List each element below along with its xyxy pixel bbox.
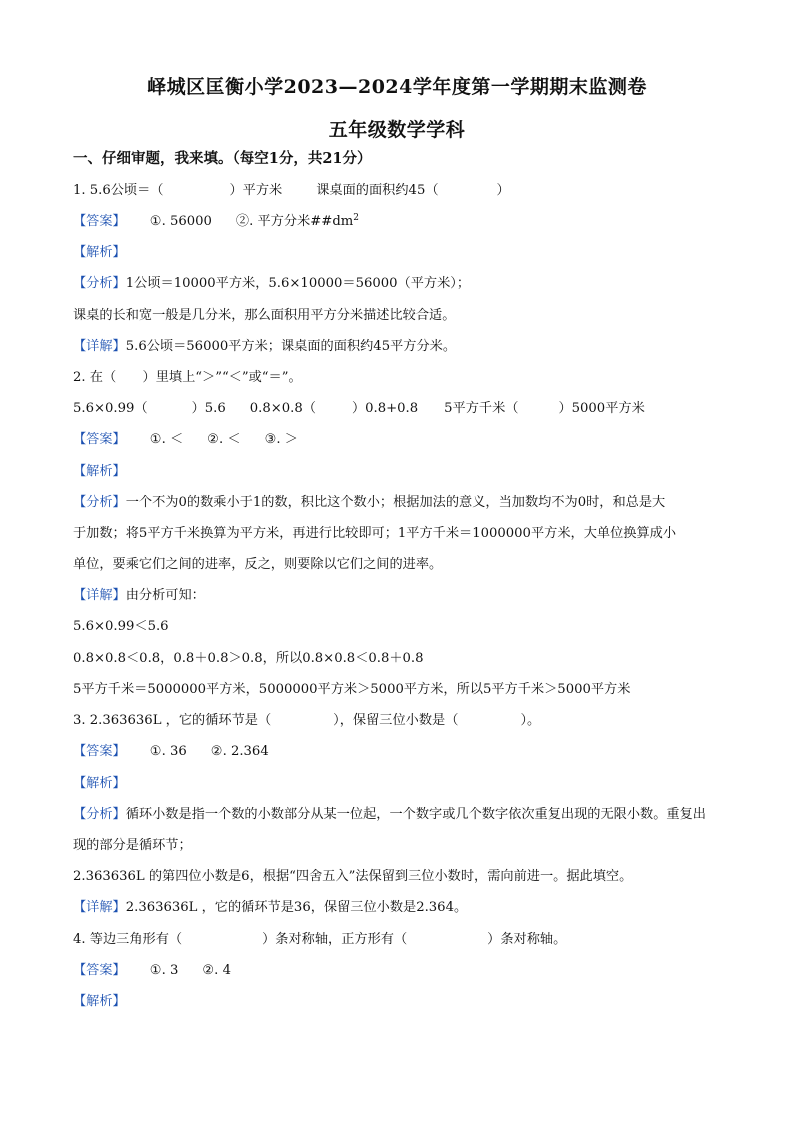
answer-label: 【答案】 [73,214,126,229]
question-1 [73,182,510,200]
q1-text-c: 课桌面的面积约45（ [316,183,439,198]
q2-answer-1: ①. ＜ [149,432,184,447]
q4-answer: 【答案】 ①. 3 ②. 4 [73,963,231,978]
q1-xiangjie: 【详解】5.6公顷＝56000平方米；课桌面的面积约45平方分米。 [73,339,457,354]
q1-text-d: ） [496,183,510,198]
q2-detail-1: 5.6×0.99＜5.6 [73,619,169,634]
q3-fenxi-3: 2.363636L 的第四位小数是6，根据“四舍五入”法保留到三位小数时，需向前进一。据此填空。 [73,869,633,884]
q2-xiangjie: 【详解】由分析可知： [73,588,205,603]
q1-answer-2: ②. 平方分米$\#\#dm^2$ [235,213,360,229]
q2-answer: 【答案】 ①. ＜ ②. ＜ ③. ＞ [73,432,298,447]
q1-fenxi-2: 课桌的长和宽一般是几分米，那么面积用平方分米描述比较合适。 [73,308,456,323]
q1-answer-1: ①. 56000 [149,214,212,229]
q3-answer-2: ②. 2.364 [210,744,269,759]
question-3: 3. 2.363636L ，它的循环节是（ ），保留三位小数是（ ）。 [73,713,541,728]
q2-fenxi-1: 【分析】一个不为0的数乘小于1的数，积比这个数小；根据加法的意义，当加数均不为0时，和总是大 [73,495,666,510]
q1-fenxi: 【分析】1公顷＝10000平方米，5.6×10000＝56000（平方米）； [73,276,471,291]
q2-detail-3: 5平方千米＝5000000平方米，5000000平方米＞5000平方米，所以5平方千米＞5000平方米 [73,682,631,697]
q3-answer-1: ①. 36 [149,744,187,759]
q4-analysis-label: 【解析】 [73,994,126,1009]
q2-fenxi-3: 单位，要乘它们之间的进率，反之，则要除以它们之间的进率。 [73,557,443,572]
q2-detail-2: 0.8×0.8＜0.8，0.8＋0.8＞0.8，所以0.8×0.8＜0.8＋0.8 [73,651,424,666]
q2-expressions: 5.6×0.99（ ）5.6 0.8×0.8（ ）0.8+0.8 5平方千米（ ）5000平方米 [73,401,645,416]
exam-title: 峄城区匡衡小学2023—2024学年度第一学期期末监测卷 [147,76,647,98]
q1-analysis-label: 【解析】 [73,245,126,260]
section-heading: 一、仔细审题，我来填。（每空1分，共21分） [73,150,372,167]
q3-fenxi-1: 【分析】循环小数是指一个数的小数部分从某一位起，一个数字或几个数字依次重复出现的无限小数。重复出 [73,807,706,822]
q4-answer-1: ①. 3 [149,963,179,978]
q2-fenxi-2: 于加数；将5平方千米换算为平方米，再进行比较即可；1平方千米＝1000000平方米，大单位换算成小 [73,526,677,541]
question-2: 2. 在（ ）里填上“＞”“＜”或“＝”。 [73,370,302,385]
q3-analysis-label: 【解析】 [73,776,126,791]
q2-answer-3: ③. ＞ [264,432,298,447]
q1-text-b: ）平方米 [229,183,283,198]
q2-answer-2: ②. ＜ [207,432,241,447]
q4-answer-2: ②. 4 [202,963,231,978]
q1-text-a: 1. 5.6公顷＝（ [73,183,164,198]
q2-analysis-label: 【解析】 [73,464,126,479]
q1-answer [73,213,359,231]
question-4: 4. 等边三角形有（ ）条对称轴，正方形有（ ）条对称轴。 [73,932,567,947]
exam-subtitle: 五年级数学学科 [328,119,466,141]
q3-answer: 【答案】 ①. 36 ②. 2.364 [73,744,269,759]
q3-fenxi-2: 现的部分是循环节； [73,838,192,853]
q3-xiangjie: 【详解】2.363636L ，它的循环节是36，保留三位小数是2.364。 [73,900,468,915]
